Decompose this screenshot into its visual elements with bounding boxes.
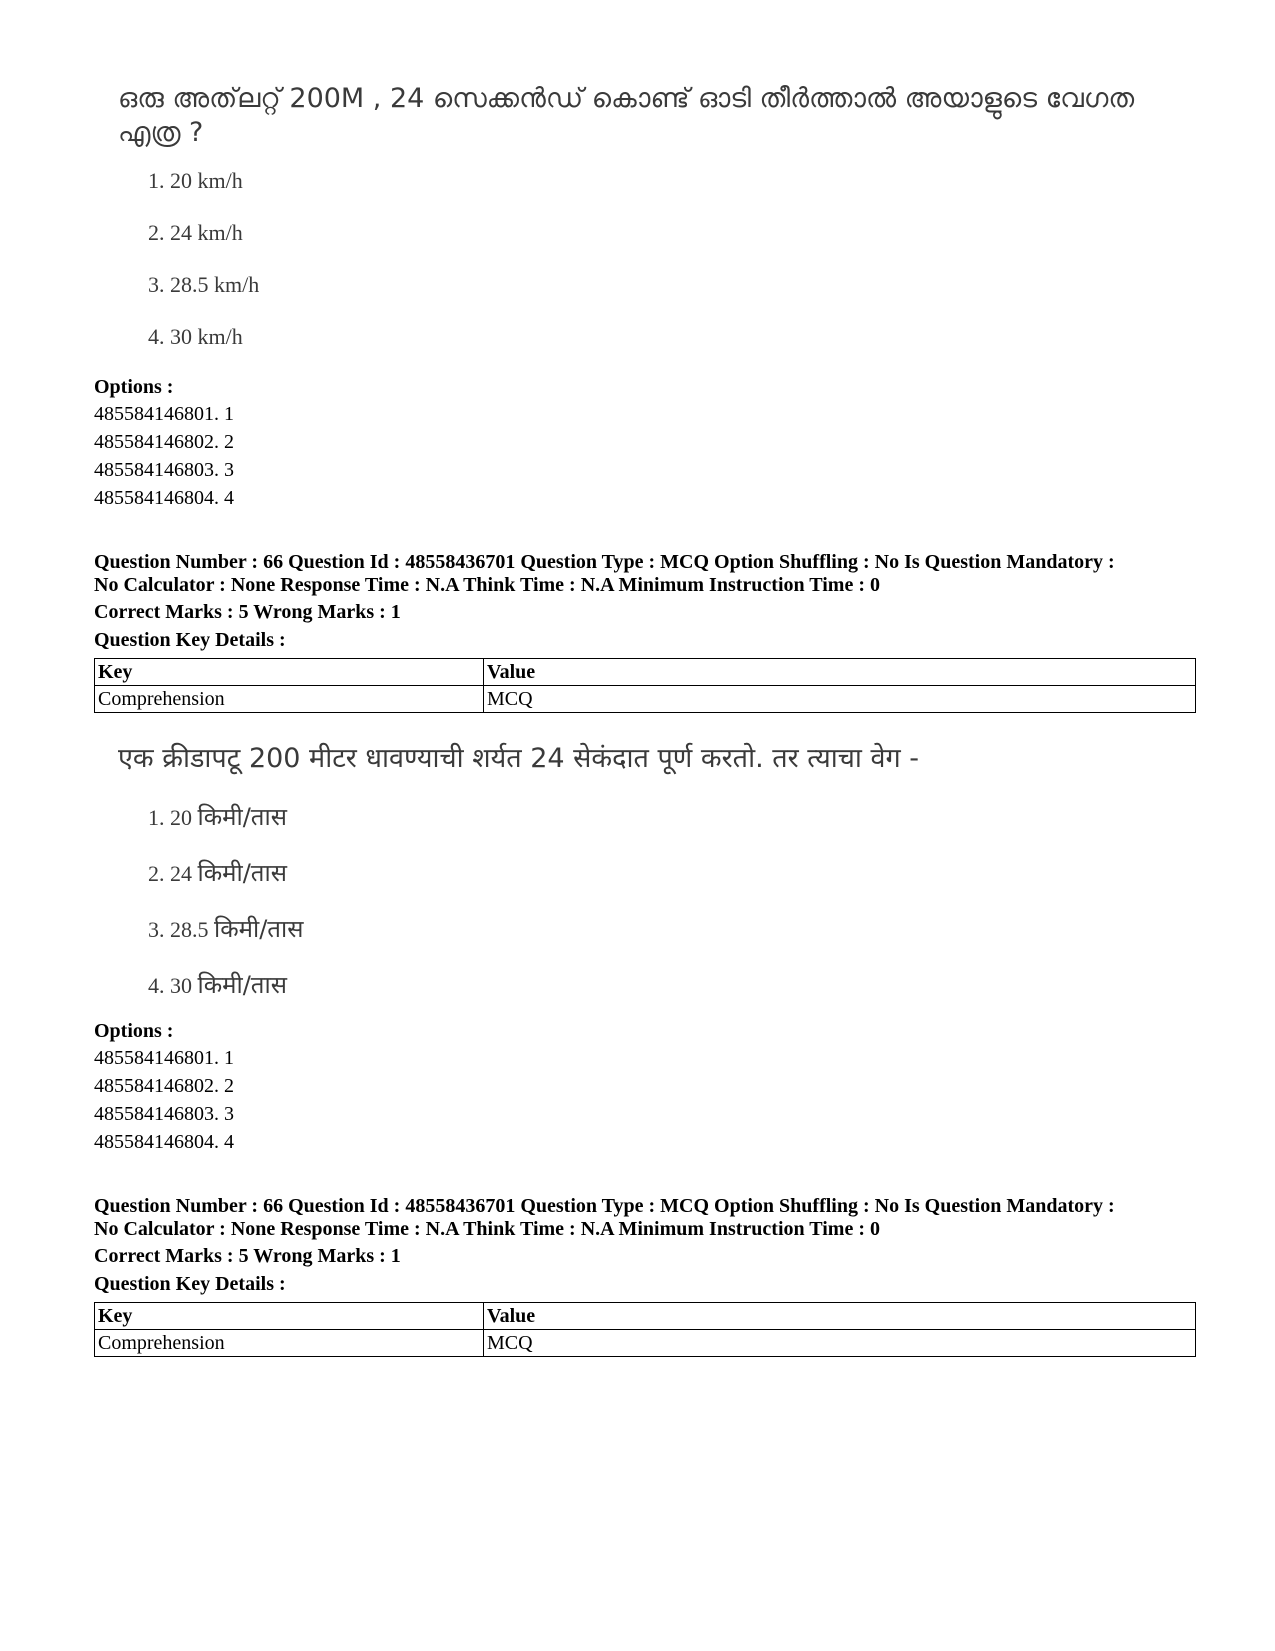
marks-line: Correct Marks : 5 Wrong Marks : 1 bbox=[94, 1245, 401, 1267]
choice-item bbox=[148, 800, 287, 833]
option-row: 485584146804. 4 bbox=[94, 487, 234, 509]
question-meta-line: No Calculator : None Response Time : N.A Think Time : N.A Minimum Instruction Time : 0 bbox=[94, 574, 880, 596]
option-row: 485584146801. 1 bbox=[94, 403, 234, 425]
question-line: എത്ര ? bbox=[118, 117, 204, 148]
choice-unit: किमी/तास bbox=[197, 971, 287, 999]
table-cell-key: Comprehension bbox=[95, 686, 484, 713]
key-value-table bbox=[94, 658, 1196, 713]
choice-item bbox=[148, 856, 287, 889]
choice-item bbox=[148, 968, 287, 1001]
question-line: ഒരു അത്‌ലറ്റ് 200M , 24 സെക്കൻഡ് കൊണ്ട് ഓടി തീർത്താൽ അയാളുടെ വേഗത bbox=[118, 83, 1135, 114]
marks-line: Correct Marks : 5 Wrong Marks : 1 bbox=[94, 601, 401, 623]
table-header-key: Key bbox=[95, 1303, 484, 1330]
table-header-value: Value bbox=[484, 659, 1196, 686]
question-meta-line: Question Number : 66 Question Id : 48558436701 Question Type : MCQ Option Shuffling : No Is Question Mandatory : bbox=[94, 1195, 1115, 1217]
question-text-malayalam bbox=[118, 82, 1134, 150]
table-row bbox=[95, 686, 1196, 713]
key-value-table bbox=[94, 1302, 1196, 1357]
choice-number: 3. 28.5 bbox=[148, 917, 209, 942]
question-meta-line: No Calculator : None Response Time : N.A Think Time : N.A Minimum Instruction Time : 0 bbox=[94, 1218, 880, 1240]
option-row: 485584146802. 2 bbox=[94, 1075, 234, 1097]
key-details-heading: Question Key Details : bbox=[94, 629, 286, 651]
question-text-marathi: एक क्रीडापटू 200 मीटर धावण्याची शर्यत 24 सेकंदात पूर्ण करतो. तर त्याचा वेग - bbox=[118, 743, 919, 774]
table-header-key: Key bbox=[95, 659, 484, 686]
key-details-heading: Question Key Details : bbox=[94, 1273, 286, 1295]
table-header-value: Value bbox=[484, 1303, 1196, 1330]
choice-number: 4. 30 bbox=[148, 973, 192, 998]
table-header-row bbox=[95, 1303, 1196, 1330]
table-row bbox=[95, 1330, 1196, 1357]
question-meta-line: Question Number : 66 Question Id : 48558436701 Question Type : MCQ Option Shuffling : No Is Question Mandatory : bbox=[94, 551, 1115, 573]
option-row: 485584146802. 2 bbox=[94, 431, 234, 453]
choice-unit: किमी/तास bbox=[214, 915, 304, 943]
choice-item: 4. 30 km/h bbox=[148, 324, 243, 349]
option-row: 485584146803. 3 bbox=[94, 459, 234, 481]
choice-unit: किमी/तास bbox=[197, 859, 287, 887]
choice-item bbox=[148, 912, 303, 945]
options-heading: Options : bbox=[94, 376, 174, 398]
option-row: 485584146803. 3 bbox=[94, 1103, 234, 1125]
table-cell-value: MCQ bbox=[484, 1330, 1196, 1357]
option-row: 485584146804. 4 bbox=[94, 1131, 234, 1153]
option-row: 485584146801. 1 bbox=[94, 1047, 234, 1069]
choice-number: 1. 20 bbox=[148, 805, 192, 830]
table-cell-value: MCQ bbox=[484, 686, 1196, 713]
choice-item: 3. 28.5 km/h bbox=[148, 272, 260, 297]
options-heading: Options : bbox=[94, 1020, 174, 1042]
choice-item: 1. 20 km/h bbox=[148, 168, 243, 193]
choice-item: 2. 24 km/h bbox=[148, 220, 243, 245]
table-cell-key: Comprehension bbox=[95, 1330, 484, 1357]
choice-unit: किमी/तास bbox=[197, 803, 287, 831]
choice-number: 2. 24 bbox=[148, 861, 192, 886]
table-header-row bbox=[95, 659, 1196, 686]
